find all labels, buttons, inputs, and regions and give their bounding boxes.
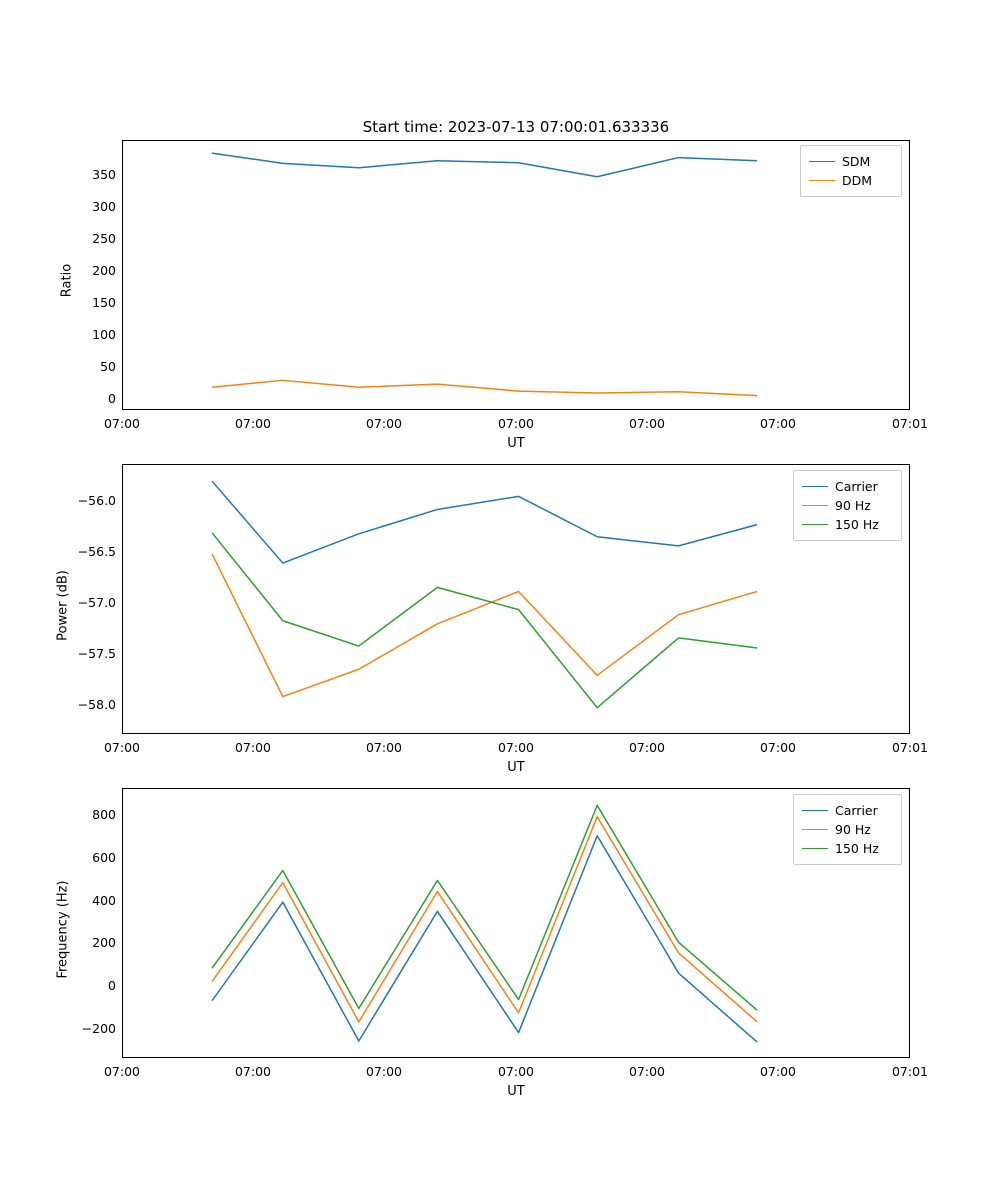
panel2-xtick-3: 07:00 <box>497 740 535 755</box>
panel2-legend <box>793 470 902 541</box>
legend-swatch-90hz <box>802 505 828 506</box>
legend-label-sdm: SDM <box>842 153 871 169</box>
legend-label-150hz: 150 Hz <box>835 516 879 532</box>
legend-item-150hz <box>802 515 893 534</box>
panel1-ytick-350: 350 <box>92 167 116 182</box>
panel3-series-carrier <box>212 836 757 1042</box>
panel1-xtick-3: 07:00 <box>497 416 535 431</box>
panel3-axes <box>122 788 910 1058</box>
panel2-xtick-0: 07:00 <box>103 740 141 755</box>
legend-label-carrier: Carrier <box>835 802 878 818</box>
panel2-xtick-4: 07:00 <box>628 740 666 755</box>
panel1-xtick-4: 07:00 <box>628 416 666 431</box>
legend-label-ddm: DDM <box>842 172 873 188</box>
panel3-y-axis-label: Frequency (Hz) <box>55 880 71 979</box>
legend-swatch-150hz <box>802 524 828 525</box>
panel3-series-150hz <box>212 805 757 1010</box>
legend-item-carrier <box>802 477 893 496</box>
panel1-xtick-6: 07:01 <box>891 416 929 431</box>
legend-item-90hz <box>802 820 893 839</box>
panel2-xtick-2: 07:00 <box>365 740 403 755</box>
panel3-xtick-3: 07:00 <box>497 1064 535 1079</box>
panel1-series-ddm <box>212 380 757 395</box>
panel2-series-90hz <box>212 554 757 697</box>
legend-swatch-90hz <box>802 829 828 830</box>
panel1-axes <box>122 140 910 410</box>
legend-item-ddm <box>809 171 893 190</box>
panel3-xtick-1: 07:00 <box>234 1064 272 1079</box>
panel2-ytick--57.5: −57.5 <box>77 646 116 661</box>
legend-label-carrier: Carrier <box>835 478 878 494</box>
panel2-x-axis-label: UT <box>507 760 525 775</box>
legend-label-90hz: 90 Hz <box>835 497 871 513</box>
legend-item-carrier <box>802 801 893 820</box>
panel2-ytick--56.5: −56.5 <box>77 544 116 559</box>
panel1-xtick-2: 07:00 <box>365 416 403 431</box>
panel3-legend <box>793 794 902 865</box>
panel3-xtick-2: 07:00 <box>365 1064 403 1079</box>
legend-item-150hz <box>802 839 893 858</box>
panel1-legend <box>800 145 902 197</box>
panel1-series-sdm <box>212 153 757 177</box>
legend-label-150hz: 150 Hz <box>835 840 879 856</box>
panel3-plot-svg <box>123 789 909 1057</box>
panel3-ytick-200: 200 <box>92 935 116 950</box>
panel3-xtick-6: 07:01 <box>891 1064 929 1079</box>
panel2-xtick-5: 07:00 <box>759 740 797 755</box>
panel1-ytick-300: 300 <box>92 199 116 214</box>
legend-item-sdm <box>809 152 893 171</box>
panel3-ytick-600: 600 <box>92 850 116 865</box>
panel1-x-axis-label: UT <box>507 436 525 451</box>
panel1-xtick-0: 07:00 <box>103 416 141 431</box>
panel3-xtick-0: 07:00 <box>103 1064 141 1079</box>
figure-title: Start time: 2023-07-13 07:00:01.633336 <box>362 118 670 136</box>
panel3-ytick-800: 800 <box>92 807 116 822</box>
panel2-ytick--57: −57.0 <box>77 595 116 610</box>
legend-swatch-carrier <box>802 486 828 487</box>
panel1-xtick-5: 07:00 <box>759 416 797 431</box>
panel1-xtick-1: 07:00 <box>234 416 272 431</box>
panel3-series-90hz <box>212 817 757 1022</box>
panel2-xtick-1: 07:00 <box>234 740 272 755</box>
legend-swatch-sdm <box>809 161 835 162</box>
panel2-y-axis-label: Power (dB) <box>55 570 71 641</box>
legend-swatch-150hz <box>802 848 828 849</box>
legend-item-90hz <box>802 496 893 515</box>
panel2-series-carrier <box>212 481 757 563</box>
legend-swatch-carrier <box>802 810 828 811</box>
panel1-ytick-0: 0 <box>108 391 116 406</box>
panel1-plot-svg <box>123 141 909 409</box>
panel1-ytick-150: 150 <box>92 295 116 310</box>
panel1-ytick-200: 200 <box>92 263 116 278</box>
panel3-ytick--200: −200 <box>81 1021 116 1036</box>
legend-label-90hz: 90 Hz <box>835 821 871 837</box>
panel1-ytick-100: 100 <box>92 327 116 342</box>
panel1-y-axis-label: Ratio <box>59 263 75 298</box>
panel3-ytick-400: 400 <box>92 893 116 908</box>
panel2-xtick-6: 07:01 <box>891 740 929 755</box>
panel3-x-axis-label: UT <box>507 1084 525 1099</box>
panel2-ytick--58: −58.0 <box>77 697 116 712</box>
panel3-xtick-5: 07:00 <box>759 1064 797 1079</box>
panel2-ytick--56: −56.0 <box>77 493 116 508</box>
panel2-axes <box>122 464 910 734</box>
panel1-ytick-50: 50 <box>100 359 116 374</box>
panel3-ytick-0: 0 <box>108 978 116 993</box>
legend-swatch-ddm <box>809 180 835 181</box>
panel3-xtick-4: 07:00 <box>628 1064 666 1079</box>
panel1-ytick-250: 250 <box>92 231 116 246</box>
panel2-plot-svg <box>123 465 909 733</box>
